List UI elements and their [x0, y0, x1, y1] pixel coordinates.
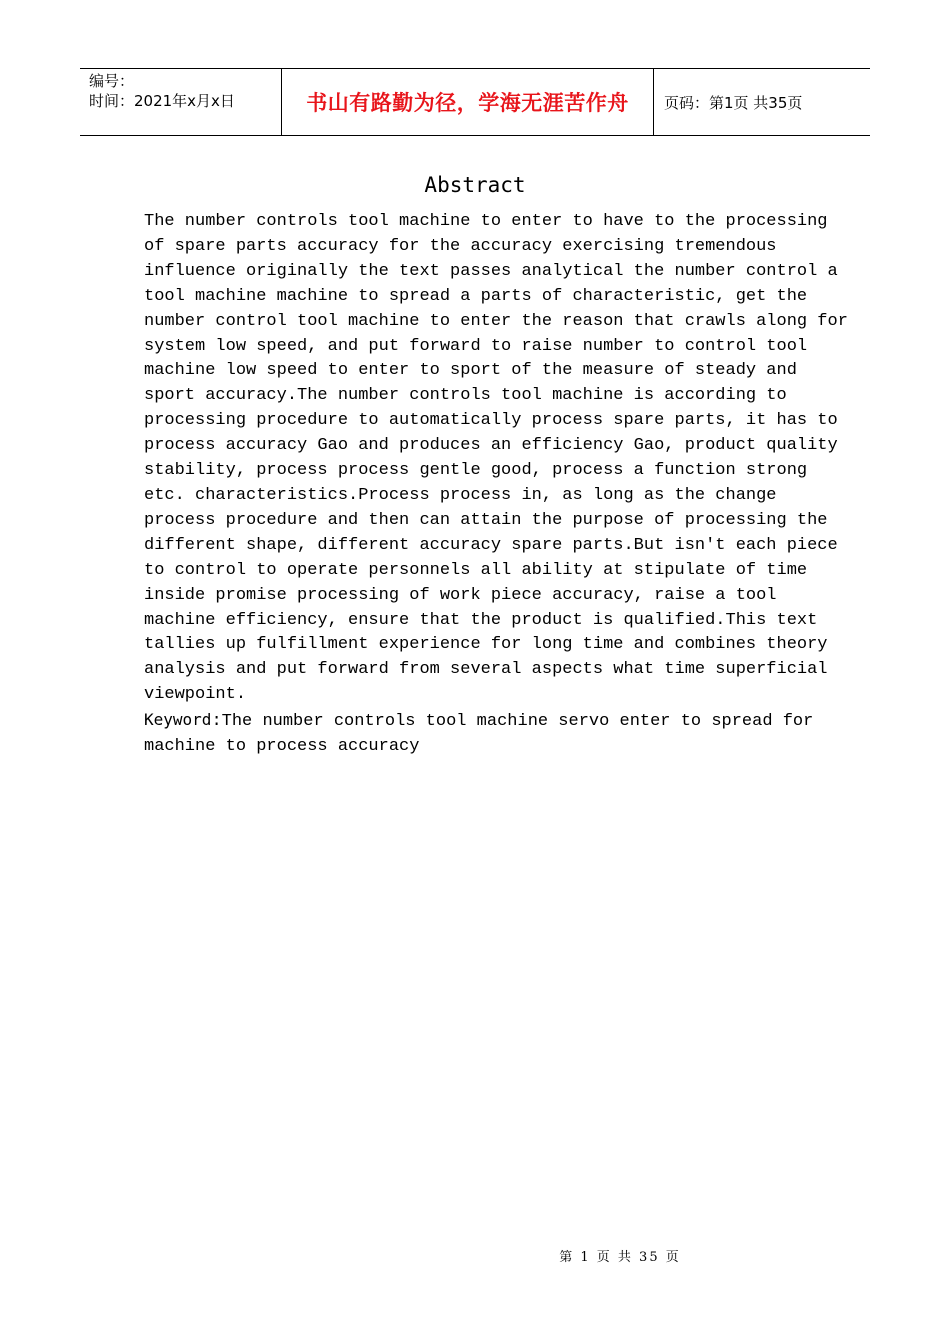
abstract-line: etc. characteristics.Process process in, as long as the change	[144, 485, 777, 505]
header-page-info: 页码：第1页 共35页	[664, 93, 803, 112]
abstract-line: analysis and put forward from several aspects what time superficial	[144, 660, 828, 680]
abstract-title: Abstract	[424, 173, 526, 197]
page-header	[80, 68, 870, 136]
abstract-line: The number controls tool machine to enter to have to the processing	[144, 212, 828, 231]
abstract-line: sport accuracy.The number controls tool machine is according to	[144, 386, 787, 406]
keyword-block	[144, 708, 824, 760]
abstract-line: stability, process process gentle good, process a function strong	[144, 461, 808, 481]
header-motto: 书山有路勤为径，学海无涯苦作舟	[281, 69, 654, 135]
abstract-line: tool machine machine to spread a parts of characteristic, get the	[144, 286, 808, 306]
serial-number-label: 编号：	[89, 72, 135, 90]
keyword-text-line-1: :The number controls tool machine servo enter to spread for	[211, 712, 814, 731]
date-line: 时间：2021年x月x日	[89, 92, 235, 110]
abstract-line: inside promise processing of work piece accuracy, raise a tool	[144, 585, 777, 605]
keyword-text-line-2: machine to process accuracy	[144, 736, 420, 756]
abstract-line: machine efficiency, ensure that the product is qualified.This text	[144, 610, 818, 630]
abstract-body	[144, 210, 848, 708]
abstract-line: process procedure and then can attain the purpose of processing the	[144, 510, 828, 530]
abstract-line: number control tool machine to enter the reason that crawls along for	[144, 311, 848, 331]
keyword-label: Keyword	[144, 710, 212, 729]
abstract-line: to control to operate personnels all ability at stipulate of time	[144, 560, 808, 580]
abstract-line: influence originally the text passes analytical the number control a	[144, 261, 838, 281]
abstract-line: system low speed, and put forward to raise number to control tool	[144, 336, 808, 356]
abstract-line: of spare parts accuracy for the accuracy exercising tremendous	[144, 236, 777, 256]
abstract-line: viewpoint.	[144, 685, 247, 705]
abstract-line: tallies up fulfillment experience for long time and combines theory	[144, 635, 828, 655]
abstract-line: processing procedure to automatically process spare parts, it has to	[144, 411, 838, 431]
abstract-line: process accuracy Gao and produces an efficiency Gao, product quality	[144, 436, 838, 456]
page-footer: 第 1 页 共 35 页	[559, 1250, 681, 1265]
abstract-line: different shape, different accuracy spare parts.But isn't each piece	[144, 535, 838, 555]
header-meta	[80, 69, 281, 135]
abstract-line: machine low speed to enter to sport of the measure of steady and	[144, 361, 797, 381]
